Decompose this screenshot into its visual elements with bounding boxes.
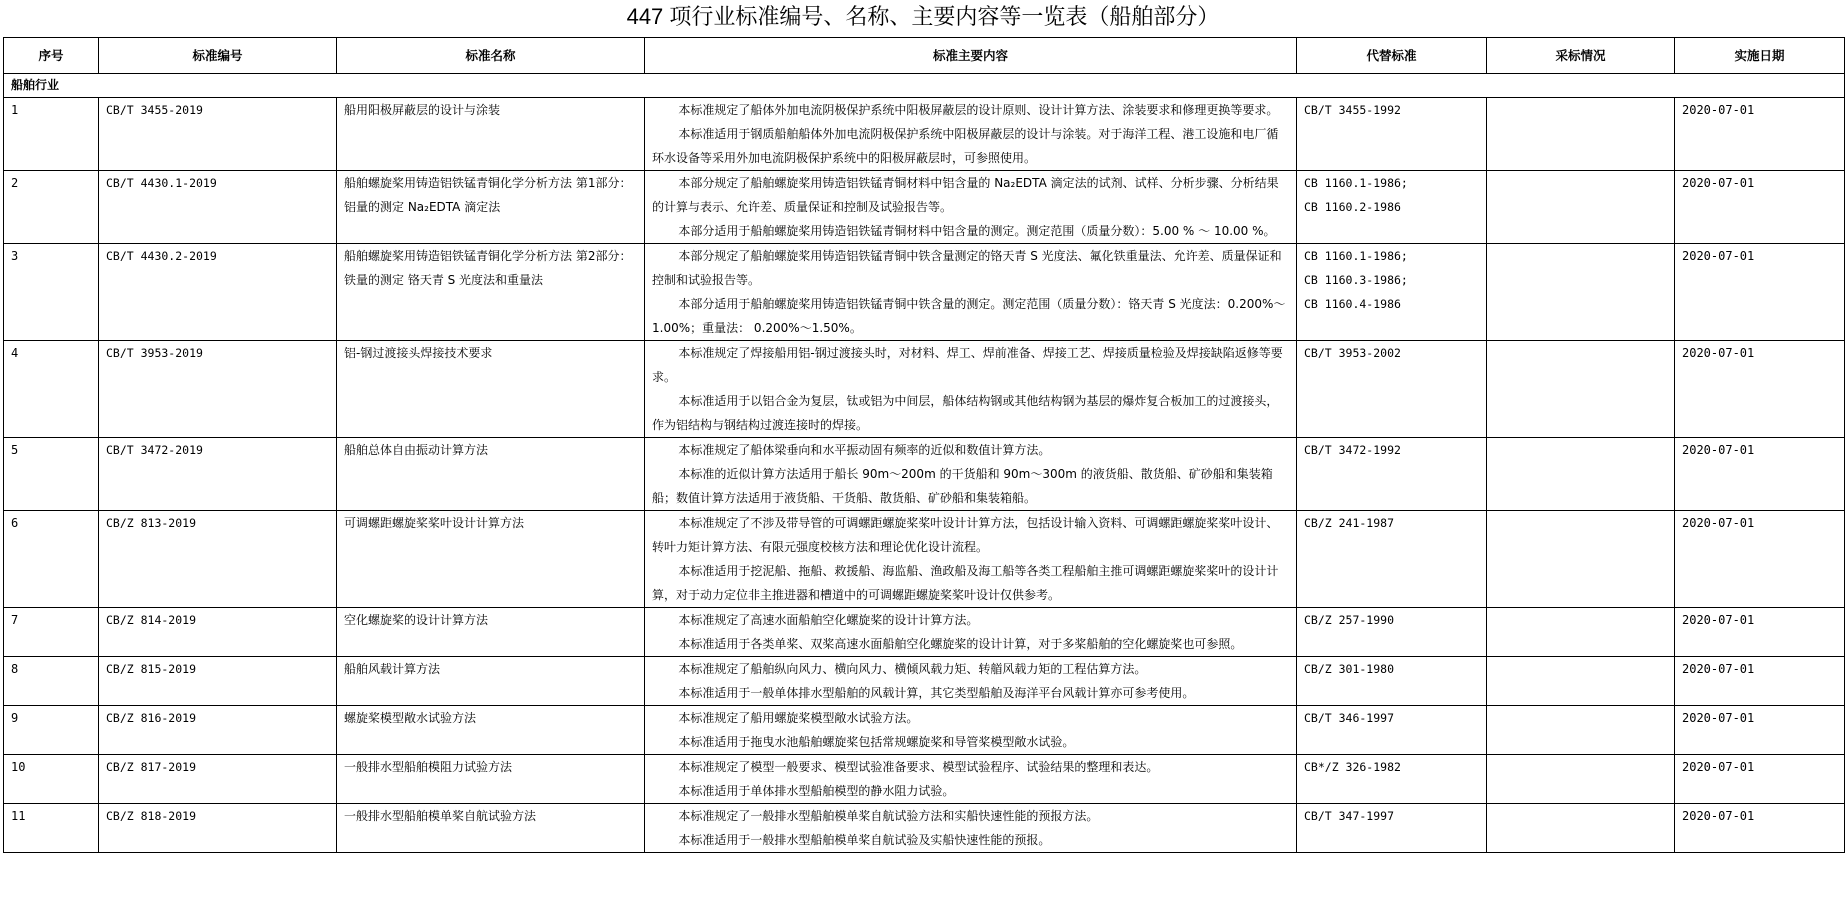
content-paragraph: 本部分适用于船舶螺旋桨用铸造铝铁锰青铜中铁含量的测定。测定范围（质量分数）：铬天青 S 光度法：0.200%～1.00%；重量法： 0.200%～1.50%。 xyxy=(652,297,1286,335)
replace-standard: CB/T 3455-1992 xyxy=(1304,103,1401,117)
cell-no: 7 xyxy=(4,608,99,657)
cell-content xyxy=(645,341,1297,438)
cell-adopt xyxy=(1487,98,1675,171)
header-row xyxy=(4,38,1845,74)
table-row xyxy=(4,438,1845,511)
table-row xyxy=(4,98,1845,171)
cell-date: 2020-07-01 xyxy=(1675,706,1845,755)
col-header-adopt: 采标情况 xyxy=(1487,38,1675,74)
cell-no: 6 xyxy=(4,511,99,608)
cell-adopt xyxy=(1487,755,1675,804)
cell-content xyxy=(645,511,1297,608)
content-paragraph: 本标准适用于单体排水型船舶模型的静水阻力试验。 xyxy=(678,784,955,798)
cell-no: 1 xyxy=(4,98,99,171)
cell-content xyxy=(645,171,1297,244)
table-row xyxy=(4,804,1845,853)
cell-no: 10 xyxy=(4,755,99,804)
section-row xyxy=(4,74,1845,98)
content-paragraph: 本部分规定了船舶螺旋桨用铸造铝铁锰青铜材料中铝含量的 Na₂EDTA 滴定法的试剂、试样、分析步骤、分析结果的计算与表示、允许差、质量保证和控制及试验报告等。 xyxy=(652,176,1279,214)
cell-content xyxy=(645,657,1297,706)
table-row xyxy=(4,244,1845,341)
cell-content xyxy=(645,804,1297,853)
content-paragraph: 本标准规定了船用螺旋桨模型敞水试验方法。 xyxy=(678,711,919,725)
cell-no: 2 xyxy=(4,171,99,244)
content-paragraph: 本部分适用于船舶螺旋桨用铸造铝铁锰青铜材料中铝含量的测定。测定范围（质量分数）：5.00 % ～ 10.00 %。 xyxy=(678,224,1276,238)
cell-date: 2020-07-01 xyxy=(1675,341,1845,438)
cell-replace xyxy=(1297,755,1487,804)
replace-standard: CB/Z 301-1980 xyxy=(1304,662,1395,676)
content-paragraph: 本标准适用于以铝合金为复层，钛或铝为中间层，船体结构钢或其他结构钢为基层的爆炸复合板加工的过渡接头，作为铝结构与钢结构过渡连接时的焊接。 xyxy=(652,394,1279,432)
cell-content xyxy=(645,438,1297,511)
cell-date: 2020-07-01 xyxy=(1675,755,1845,804)
cell-replace xyxy=(1297,608,1487,657)
cell-name: 一般排水型船舶模单桨自航试验方法 xyxy=(337,804,645,853)
table-row xyxy=(4,755,1845,804)
replace-standard: CB/T 3472-1992 xyxy=(1304,443,1401,457)
cell-adopt xyxy=(1487,657,1675,706)
content-paragraph: 本标准适用于拖曳水池船舶螺旋桨包括常规螺旋桨和导管桨模型敞水试验。 xyxy=(678,735,1075,749)
table-row xyxy=(4,657,1845,706)
content-paragraph: 本标准规定了不涉及带导管的可调螺距螺旋桨桨叶设计计算方法，包括设计输入资料、可调螺距螺旋桨桨叶设计、转叶力矩计算方法、有限元强度校核方法和理论优化设计流程。 xyxy=(652,516,1279,554)
cell-name: 船舶风载计算方法 xyxy=(337,657,645,706)
cell-replace xyxy=(1297,341,1487,438)
table-row xyxy=(4,341,1845,438)
content-paragraph: 本标准的近似计算方法适用于船长 90m～200m 的干货船和 90m～300m 的液货船、散货船、矿砂船和集装箱船；数值计算方法适用于液货船、干货船、散货船、矿砂船和集装箱船。 xyxy=(652,467,1273,505)
page-title: 447 项行业标准编号、名称、主要内容等一览表（船舶部分） xyxy=(626,4,1220,29)
cell-name: 螺旋桨模型敞水试验方法 xyxy=(337,706,645,755)
content-paragraph: 本标准规定了焊接船用铝-钢过渡接头时，对材料、焊工、焊前准备、焊接工艺、焊接质量检验及焊接缺陷返修等要求。 xyxy=(652,346,1283,384)
col-header-name: 标准名称 xyxy=(337,38,645,74)
cell-replace xyxy=(1297,98,1487,171)
cell-code: CB/T 4430.2-2019 xyxy=(99,244,337,341)
content-paragraph: 本部分规定了船舶螺旋桨用铸造铝铁锰青铜中铁含量测定的铬天青 S 光度法、氟化铁重量法、允许差、质量保证和控制和试验报告等。 xyxy=(652,249,1282,287)
replace-standard: CB 1160.1-1986; xyxy=(1304,176,1408,190)
cell-no: 8 xyxy=(4,657,99,706)
cell-code: CB/T 3953-2019 xyxy=(99,341,337,438)
cell-no: 5 xyxy=(4,438,99,511)
table-row xyxy=(4,706,1845,755)
cell-adopt xyxy=(1487,706,1675,755)
cell-code: CB/T 3455-2019 xyxy=(99,98,337,171)
cell-no: 9 xyxy=(4,706,99,755)
cell-content xyxy=(645,98,1297,171)
cell-adopt xyxy=(1487,171,1675,244)
replace-standard: CB/T 347-1997 xyxy=(1304,809,1395,823)
replace-standard: CB/Z 241-1987 xyxy=(1304,516,1395,530)
cell-date: 2020-07-01 xyxy=(1675,804,1845,853)
cell-replace xyxy=(1297,657,1487,706)
col-header-replace: 代替标准 xyxy=(1297,38,1487,74)
content-paragraph: 本标准适用于各类单桨、双桨高速水面船舶空化螺旋桨的设计计算，对于多桨船舶的空化螺旋桨也可参照。 xyxy=(678,637,1243,651)
cell-name: 船舶螺旋桨用铸造铝铁锰青铜化学分析方法 第2部分：铁量的测定 铬天青 S 光度法和重量法 xyxy=(337,244,645,341)
content-paragraph: 本标准规定了模型一般要求、模型试验准备要求、模型试验程序、试验结果的整理和表达。 xyxy=(678,760,1159,774)
content-paragraph: 本标准适用于挖泥船、拖船、救援船、海监船、渔政船及海工船等各类工程船舶主推可调螺距螺旋桨桨叶的设计计算，对于动力定位非主推进器和槽道中的可调螺距螺旋桨桨叶设计仅供参考。 xyxy=(652,564,1279,602)
cell-adopt xyxy=(1487,244,1675,341)
cell-replace xyxy=(1297,706,1487,755)
cell-replace xyxy=(1297,511,1487,608)
cell-name: 船舶螺旋桨用铸造铝铁锰青铜化学分析方法 第1部分：铝量的测定 Na₂EDTA 滴定法 xyxy=(337,171,645,244)
cell-name: 船用阳极屏蔽层的设计与涂装 xyxy=(337,98,645,171)
cell-name: 可调螺距螺旋桨桨叶设计计算方法 xyxy=(337,511,645,608)
cell-code: CB/Z 818-2019 xyxy=(99,804,337,853)
cell-adopt xyxy=(1487,804,1675,853)
replace-standard: CB/Z 257-1990 xyxy=(1304,613,1395,627)
standards-table xyxy=(3,37,1845,853)
cell-date: 2020-07-01 xyxy=(1675,511,1845,608)
cell-adopt xyxy=(1487,608,1675,657)
cell-date: 2020-07-01 xyxy=(1675,608,1845,657)
cell-replace xyxy=(1297,438,1487,511)
table-row xyxy=(4,511,1845,608)
cell-adopt xyxy=(1487,438,1675,511)
cell-replace xyxy=(1297,171,1487,244)
cell-name: 一般排水型船舶模阻力试验方法 xyxy=(337,755,645,804)
cell-date: 2020-07-01 xyxy=(1675,171,1845,244)
content-paragraph: 本标准适用于钢质船舶船体外加电流阴极保护系统中阳极屏蔽层的设计与涂装。对于海洋工程、港工设施和电厂循环水设备等采用外加电流阴极保护系统中的阳极屏蔽层时，可参照使用。 xyxy=(652,127,1279,165)
col-header-no: 序号 xyxy=(4,38,99,74)
cell-name: 铝-钢过渡接头焊接技术要求 xyxy=(337,341,645,438)
cell-date: 2020-07-01 xyxy=(1675,657,1845,706)
col-header-date: 实施日期 xyxy=(1675,38,1845,74)
cell-no: 4 xyxy=(4,341,99,438)
content-paragraph: 本标准适用于一般单体排水型船舶的风载计算，其它类型船舶及海洋平台风载计算亦可参考使用。 xyxy=(678,686,1195,700)
col-header-code: 标准编号 xyxy=(99,38,337,74)
cell-code: CB/Z 813-2019 xyxy=(99,511,337,608)
cell-adopt xyxy=(1487,341,1675,438)
replace-standard: CB 1160.2-1986 xyxy=(1304,200,1401,214)
col-header-content: 标准主要内容 xyxy=(645,38,1297,74)
cell-date: 2020-07-01 xyxy=(1675,438,1845,511)
content-paragraph: 本标准规定了一般排水型船舶模单桨自航试验方法和实船快速性能的预报方法。 xyxy=(678,809,1099,823)
cell-replace xyxy=(1297,804,1487,853)
cell-name: 船舶总体自由振动计算方法 xyxy=(337,438,645,511)
replace-standard: CB 1160.1-1986; xyxy=(1304,249,1408,263)
cell-name: 空化螺旋桨的设计计算方法 xyxy=(337,608,645,657)
cell-adopt xyxy=(1487,511,1675,608)
cell-content xyxy=(645,755,1297,804)
cell-replace xyxy=(1297,244,1487,341)
cell-code: CB/Z 816-2019 xyxy=(99,706,337,755)
cell-content xyxy=(645,706,1297,755)
cell-code: CB/Z 814-2019 xyxy=(99,608,337,657)
cell-content xyxy=(645,608,1297,657)
content-paragraph: 本标准规定了船舶纵向风力、横向风力、横倾风载力矩、转艏风载力矩的工程估算方法。 xyxy=(678,662,1147,676)
table-row xyxy=(4,171,1845,244)
content-paragraph: 本标准规定了船体梁垂向和水平振动固有频率的近似和数值计算方法。 xyxy=(678,443,1051,457)
cell-no: 11 xyxy=(4,804,99,853)
cell-code: CB/T 4430.1-2019 xyxy=(99,171,337,244)
table-row xyxy=(4,608,1845,657)
cell-code: CB/T 3472-2019 xyxy=(99,438,337,511)
cell-content xyxy=(645,244,1297,341)
replace-standard: CB*/Z 326-1982 xyxy=(1304,760,1401,774)
replace-standard: CB/T 346-1997 xyxy=(1304,711,1395,725)
replace-standard: CB/T 3953-2002 xyxy=(1304,346,1401,360)
cell-code: CB/Z 817-2019 xyxy=(99,755,337,804)
content-paragraph: 本标准适用于一般排水型船舶模单桨自航试验及实船快速性能的预报。 xyxy=(678,833,1051,847)
content-paragraph: 本标准规定了高速水面船舶空化螺旋桨的设计计算方法。 xyxy=(678,613,979,627)
section-label: 船舶行业 xyxy=(4,74,1845,98)
cell-code: CB/Z 815-2019 xyxy=(99,657,337,706)
cell-no: 3 xyxy=(4,244,99,341)
cell-date: 2020-07-01 xyxy=(1675,244,1845,341)
replace-standard: CB 1160.3-1986; xyxy=(1304,273,1408,287)
cell-date: 2020-07-01 xyxy=(1675,98,1845,171)
replace-standard: CB 1160.4-1986 xyxy=(1304,297,1401,311)
content-paragraph: 本标准规定了船体外加电流阴极保护系统中阳极屏蔽层的设计原则、设计计算方法、涂装要求和修理更换等要求。 xyxy=(678,103,1279,117)
